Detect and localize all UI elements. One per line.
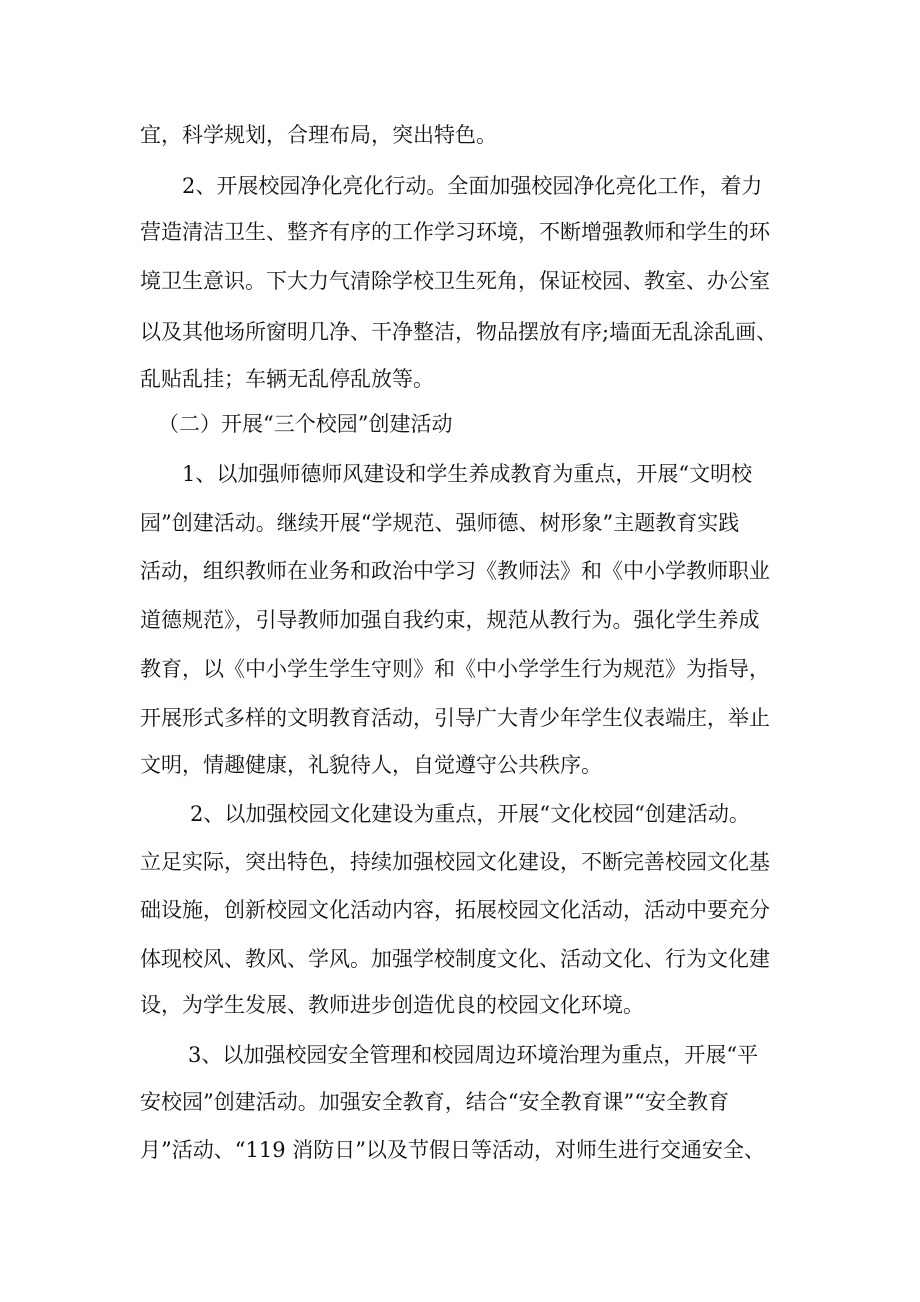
text-line: 园”创建活动。继续开展“学规范、强师德、树形象”主题教育实践 (140, 511, 740, 535)
text-line: 以及其他场所窗明几净、干净整洁，物品摆放有序;墙面无乱涂乱画、 (140, 320, 778, 344)
text-line: 境卫生意识。下大力气清除学校卫生死角，保证校园、教室、办公室 (140, 269, 770, 293)
text-line: 活动，组织教师在业务和政治中学习《教师法》和《中小学教师职业 (140, 559, 770, 583)
text-line: 道德规范》，引导教师加强自我约束，规范从教行为。强化学生养成 (140, 608, 760, 632)
text-line: 2、以加强校园文化建设为重点，开展“文化校园“创建活动。 (190, 802, 750, 826)
text-line: 立足实际，突出特色，持续加强校园文化建设，不断完善校园文化基 (140, 850, 770, 874)
text-line: 设，为学生发展、教师进步创造优良的校园文化环境。 (140, 993, 644, 1017)
text-line: 月”活动、“119 消防日”以及节假日等活动，对师生进行交通安全、 (140, 1138, 765, 1162)
text-line: 体现校风、教风、学风。加强学校制度文化、活动文化、行为文化建 (140, 947, 770, 971)
text-line: 3、以加强校园安全管理和校园周边环境治理为重点，开展“平 (188, 1043, 759, 1067)
section-heading: （二）开展“三个校园”创建活动 (158, 412, 453, 436)
text-line: 文明，情趣健康，礼貌待人，自觉遵守公共秩序。 (140, 753, 602, 777)
text-line: 础设施，创新校园文化活动内容，拓展校园文化活动，活动中要充分 (140, 898, 770, 922)
text-line: 宜，科学规划，合理布局，突出特色。 (140, 123, 497, 147)
text-line: 开展形式多样的文明教育活动，引导广大青少年学生仪表端庄，举止 (140, 706, 770, 730)
text-line: 营造清洁卫生、整齐有序的工作学习环境，不断增强教师和学生的环 (140, 220, 770, 244)
text-line: 教育，以《中小学生学生守则》和《中小学学生行为规范》为指导， (140, 657, 770, 681)
text-line: 1、以加强师德师风建设和学生养成教育为重点，开展“文明校 (182, 462, 753, 486)
text-line: 2、开展校园净化亮化行动。全面加强校园净化亮化工作，着力 (182, 174, 763, 198)
text-line: 乱贴乱挂；车辆无乱停乱放等。 (140, 367, 434, 391)
text-line: 安校园”创建活动。加强安全教育，结合“安全教育课”“安全教育 (140, 1090, 729, 1114)
